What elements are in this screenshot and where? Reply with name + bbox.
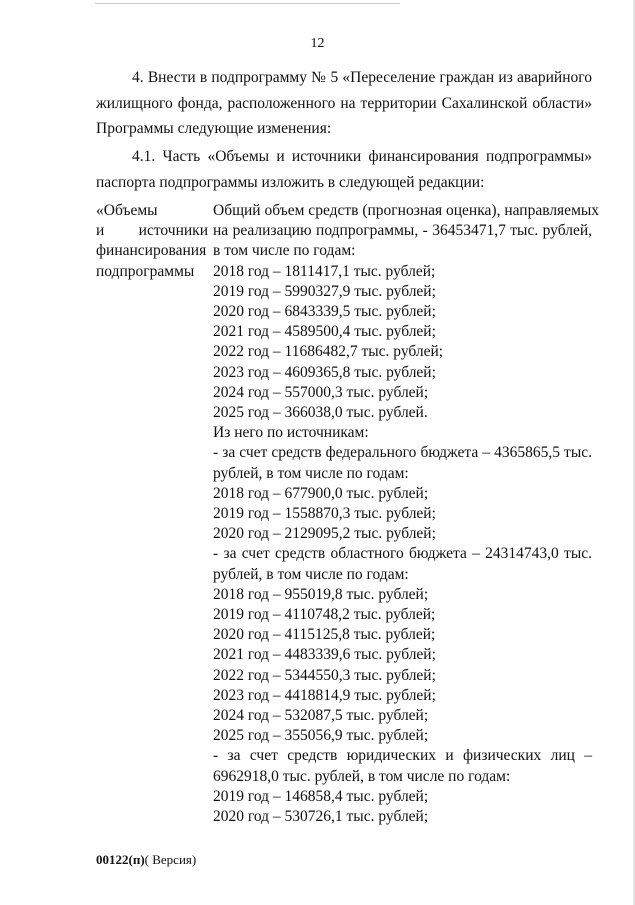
value-line: рублей, в том числе по годам: <box>213 464 409 482</box>
year-amount-line: 2020 год – 6843339,5 тыс. рублей; <box>213 303 436 321</box>
value-line: рублей, в том числе по годам: <box>213 565 409 583</box>
year-amount-line: 2018 год – 1811417,1 тыс. рублей; <box>213 262 436 280</box>
top-scan-line <box>95 3 400 4</box>
value-line: Из него по источникам: <box>213 424 369 442</box>
value-line: на реализацию подпрограммы, - 36453471,7 тыс. рублей, <box>213 222 592 240</box>
year-amount-line: 2021 год – 4589500,4 тыс. рублей; <box>213 323 436 341</box>
year-amount-line: 2019 год – 4110748,2 тыс. рублей; <box>213 606 436 624</box>
source-heading-line: - за счет средств юридических и физических лиц – <box>213 747 592 765</box>
year-amount-line: 2019 год – 1558870,3 тыс. рублей; <box>213 505 436 523</box>
label-line: и источники <box>96 222 208 240</box>
footer-version: ( Версия) <box>144 852 197 867</box>
year-amount-line: 2020 год – 4115125,8 тыс. рублей; <box>213 626 436 644</box>
year-amount-line: 2018 год – 955019,8 тыс. рублей; <box>213 585 429 603</box>
year-amount-line: 2022 год – 5344550,3 тыс. рублей; <box>213 666 436 684</box>
paragraph-line: 4. Внести в подпрограмму № 5 «Переселение граждан из аварийного <box>132 69 592 86</box>
label-line: подпрограммы <box>96 262 195 280</box>
page-number: 12 <box>310 36 325 51</box>
value-line: 6962918,0 тыс. рублей, в том числе по годам: <box>213 767 511 785</box>
year-amount-line: 2025 год – 355056,9 тыс. рублей; <box>213 727 429 745</box>
year-amount-line: 2024 год – 557000,3 тыс. рублей; <box>213 383 429 401</box>
year-amount-line: 2021 год – 4483339,6 тыс. рублей; <box>213 646 436 664</box>
year-amount-line: 2020 год – 530726,1 тыс. рублей; <box>213 808 429 826</box>
paragraph-line: 4.1. Часть «Объемы и источники финансирования подпрограммы» <box>132 148 592 165</box>
passport-label-column <box>96 201 208 282</box>
value-line: в том числе по годам: <box>213 242 356 260</box>
source-heading-line: - за счет средств областного бюджета – 24314743,0 тыс. <box>213 545 592 563</box>
source-heading-line: - за счет средств федерального бюджета – 4365865,5 тыс. <box>213 444 592 462</box>
year-amount-line: 2018 год – 677900,0 тыс. рублей; <box>213 484 429 502</box>
paragraph-passport-instruction <box>96 144 592 195</box>
year-amount-line: 2023 год – 4609365,8 тыс. рублей; <box>213 363 436 381</box>
value-line: Общий объем средств (прогнозная оценка), направляемых <box>213 202 600 219</box>
footer-document-code <box>96 852 196 868</box>
label-line: финансирования <box>96 242 207 260</box>
paragraph-line: паспорта подпрограммы изложить в следующей редакции: <box>96 173 485 191</box>
label-line: «Объемы <box>96 202 158 219</box>
year-amount-line: 2020 год – 2129095,2 тыс. рублей; <box>213 525 436 543</box>
footer-code: 00122(п) <box>96 852 145 867</box>
year-amount-line: 2025 год – 366038,0 тыс. рублей. <box>213 404 428 422</box>
passport-value-column <box>213 201 600 827</box>
paragraph-line: жилищного фонда, расположенного на территории Сахалинской области» <box>96 94 592 112</box>
year-amount-line: 2023 год – 4418814,9 тыс. рублей; <box>213 686 436 704</box>
year-amount-line: 2024 год – 532087,5 тыс. рублей; <box>213 707 429 725</box>
paragraph-line: Программы следующие изменения: <box>96 120 332 137</box>
year-amount-line: 2019 год – 146858,4 тыс. рублей; <box>213 787 429 805</box>
paragraph-amendment-intro <box>96 65 592 142</box>
year-amount-line: 2022 год – 11686482,7 тыс. рублей; <box>213 343 444 361</box>
year-amount-line: 2019 год – 5990327,9 тыс. рублей; <box>213 282 436 300</box>
